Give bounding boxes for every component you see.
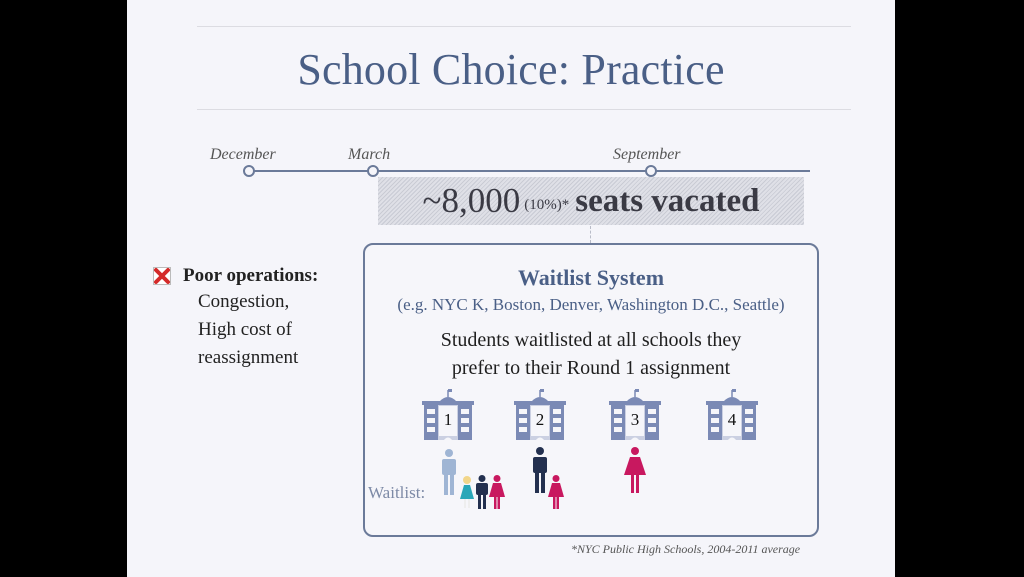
school-icon-1: [420, 388, 476, 440]
seats-text: seats vacated: [575, 182, 760, 219]
school-icon-3: [607, 388, 663, 440]
female-waitlisted-icon: [489, 475, 505, 509]
red-x-icon: [153, 267, 171, 285]
waitlist-label: Waitlist:: [368, 483, 426, 502]
top-rule: [197, 26, 851, 27]
waitlist-examples: (e.g. NYC K, Boston, Denver, Washington D.C., Seattle): [397, 295, 785, 314]
male-student-icon: [440, 449, 458, 495]
timeline-line: [247, 170, 810, 172]
slide: [127, 0, 895, 577]
timeline-label-march: March: [348, 146, 391, 163]
poor-operations-line: reassignment: [198, 347, 299, 368]
slide-title: School Choice: Practice: [297, 45, 725, 94]
school-number: 2: [535, 410, 545, 429]
poor-operations-line: High cost of: [198, 319, 292, 340]
poor-operations-heading: Poor operations:: [183, 265, 319, 286]
connector-dash: [590, 226, 592, 243]
school-icon-2: [512, 388, 568, 440]
waitlist-description: Students waitlisted at all schools they: [440, 329, 742, 351]
male-student-icon: [531, 447, 549, 493]
timeline-label-december: December: [210, 146, 276, 163]
school-number: 1: [443, 410, 453, 429]
timeline-dot-september: [645, 165, 657, 177]
school-number: 3: [630, 410, 640, 429]
alice-student-icon: [459, 475, 475, 509]
school-icon-4: [704, 388, 760, 440]
timeline-dot-december: [243, 165, 255, 177]
title-rule: [197, 109, 851, 110]
waitlist-description: prefer to their Round 1 assignment: [451, 357, 731, 379]
waitlist-heading: Waitlist System: [517, 265, 665, 290]
footnote: *NYC Public High Schools, 2004-2011 average: [571, 542, 801, 556]
timeline-label-september: September: [613, 146, 681, 163]
female-student-icon: [624, 447, 646, 493]
female-waitlisted-icon: [548, 475, 564, 509]
male-waitlisted-icon: [475, 475, 489, 509]
seats-vacated-banner: [378, 177, 804, 225]
school-number: 4: [727, 410, 737, 429]
seats-percent: (10%)*: [524, 196, 570, 213]
poor-operations-line: Congestion,: [198, 291, 290, 312]
waitlist-system-box: [363, 243, 819, 537]
timeline-dot-march: [367, 165, 379, 177]
seats-number: ~8,000: [422, 181, 521, 220]
